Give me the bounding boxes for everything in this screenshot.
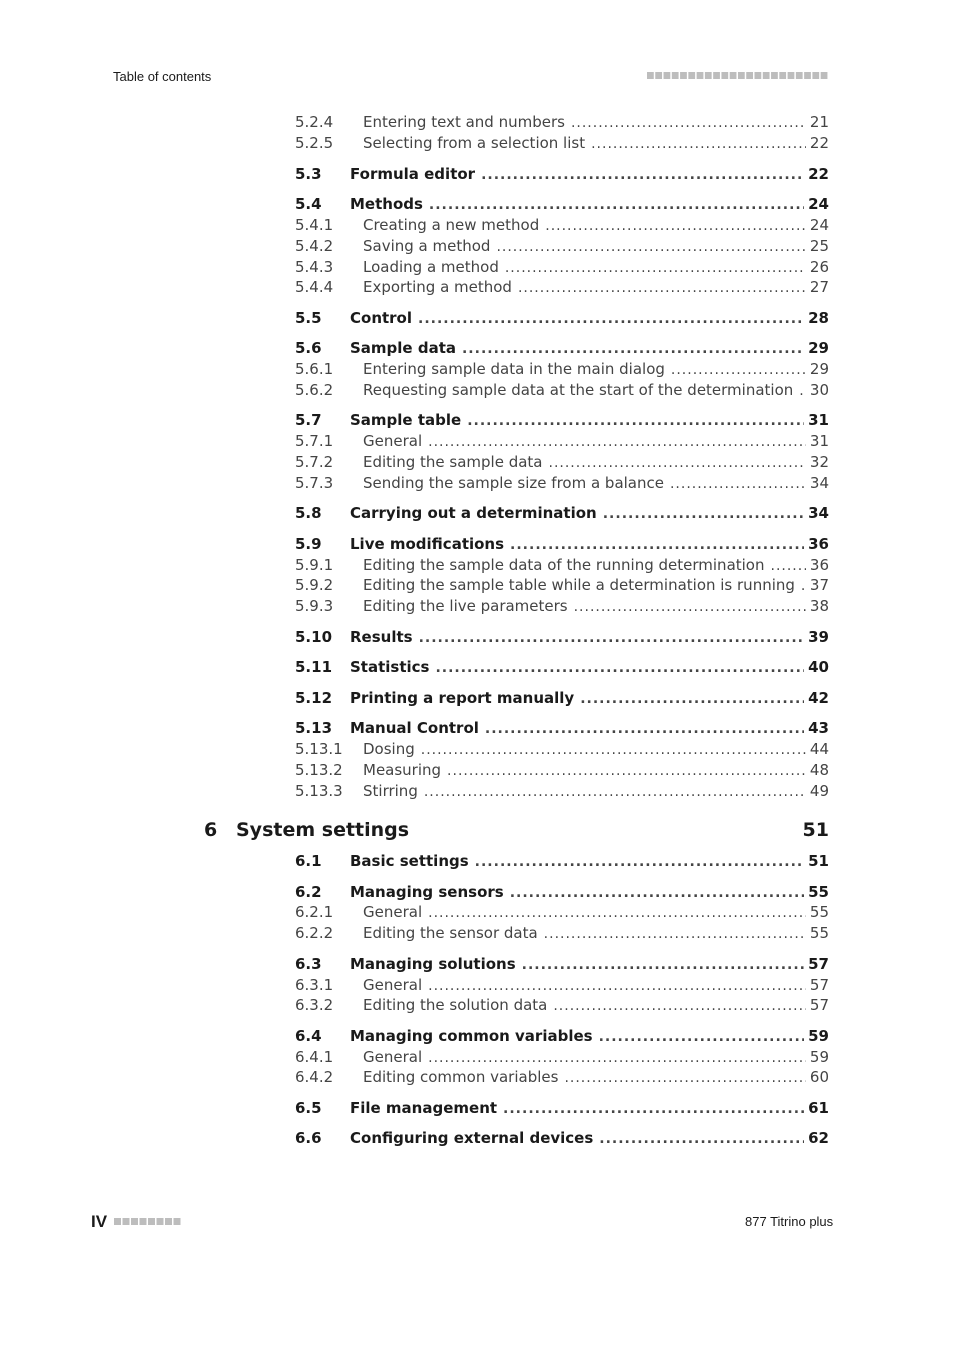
toc-leader-dots <box>428 432 806 453</box>
toc-section[interactable] <box>295 308 829 329</box>
toc-leader-dots <box>418 309 804 330</box>
toc-subsection[interactable] <box>295 555 829 576</box>
toc-leader-dots <box>424 782 806 803</box>
toc-leader-dots <box>580 689 804 710</box>
toc-title: Dosing <box>363 740 415 758</box>
toc-page: 22 <box>808 165 829 183</box>
toc-page: 31 <box>808 411 829 429</box>
toc-leader-dots <box>574 597 806 618</box>
toc-leader-dots <box>670 474 806 495</box>
toc-number: 6.4.2 <box>295 1068 334 1086</box>
toc-title: Live modifications <box>350 535 505 553</box>
toc-leader-dots <box>801 576 806 597</box>
toc-number: 5.7.2 <box>295 453 334 471</box>
toc-number: 5.13 <box>295 719 333 737</box>
toc-number: 6.2.2 <box>295 924 334 942</box>
toc-number: 5.13.3 <box>295 782 343 800</box>
toc-title: Methods <box>350 195 423 213</box>
toc-number: 5.2.5 <box>295 134 334 152</box>
toc-leader-dots <box>510 535 804 556</box>
toc-number: 5.5 <box>295 309 322 327</box>
toc-title: General <box>363 903 423 921</box>
toc-leader-dots <box>799 381 806 402</box>
toc-leader-dots <box>510 883 804 904</box>
toc-title: Carrying out a determination <box>350 504 597 522</box>
toc-title: Configuring external devices <box>350 1129 594 1147</box>
toc-subsection[interactable] <box>295 760 829 781</box>
toc-page: 60 <box>809 1068 829 1086</box>
toc-title: Control <box>350 309 413 327</box>
toc-leader-dots <box>505 258 806 279</box>
toc-title: Loading a method <box>363 258 499 276</box>
toc-leader-dots <box>544 924 806 945</box>
toc-leader-dots <box>428 903 806 924</box>
toc-page: 36 <box>808 535 829 553</box>
toc-subsection[interactable] <box>295 739 829 760</box>
footer-page-number: IV <box>91 1212 108 1231</box>
toc-title: Sample data <box>350 339 456 357</box>
toc-leader-dots <box>475 852 804 873</box>
toc-section[interactable] <box>295 1128 829 1149</box>
toc-number: 5.7.3 <box>295 474 334 492</box>
toc-leader-dots <box>428 1048 806 1069</box>
toc-subsection[interactable] <box>295 975 829 996</box>
toc-title: File management <box>350 1099 498 1117</box>
toc-title: Editing the live parameters <box>363 597 568 615</box>
footer-product-name: 877 Titrino plus <box>745 1214 834 1229</box>
toc-leader-dots <box>518 278 806 299</box>
toc-title: Editing the solution data <box>363 996 548 1014</box>
toc-section[interactable] <box>295 503 829 524</box>
toc-leader-dots <box>481 165 804 186</box>
toc-page: 51 <box>802 819 829 841</box>
toc-title: General <box>363 1048 423 1066</box>
header-decoration-dots <box>647 72 829 80</box>
toc-section[interactable] <box>295 164 829 185</box>
toc-number: 6.4 <box>295 1027 322 1045</box>
toc-page: 42 <box>808 689 829 707</box>
toc-leader-dots <box>435 658 804 679</box>
toc-number: 5.6.1 <box>295 360 334 378</box>
toc-subsection[interactable] <box>295 995 829 1016</box>
toc-leader-dots <box>503 1099 804 1120</box>
toc-page: 31 <box>809 432 829 450</box>
toc-number: 5.11 <box>295 658 333 676</box>
toc-number: 5.4.4 <box>295 278 334 296</box>
toc-section[interactable] <box>295 627 829 648</box>
toc-title: Sending the sample size from a balance <box>363 474 664 492</box>
toc-subsection[interactable] <box>295 431 829 452</box>
toc-leader-dots <box>571 113 806 134</box>
toc-section[interactable] <box>295 718 829 739</box>
toc-leader-dots <box>428 976 806 997</box>
toc-title: Editing the sample data of the running determination <box>363 556 765 574</box>
toc-subsection[interactable] <box>295 902 829 923</box>
toc-number: 5.9.1 <box>295 556 334 574</box>
toc-number: 6.3.2 <box>295 996 334 1014</box>
toc-leader-dots <box>496 237 805 258</box>
toc-number: 5.7.1 <box>295 432 334 450</box>
toc-subsection[interactable] <box>295 359 829 380</box>
toc-section[interactable] <box>295 688 829 709</box>
toc-title: Formula editor <box>350 165 476 183</box>
toc-page: 36 <box>809 556 829 574</box>
toc-page: 59 <box>809 1048 829 1066</box>
toc-page: 37 <box>809 576 829 594</box>
toc-page: 29 <box>808 339 829 357</box>
toc-page: 21 <box>809 113 829 131</box>
toc-title: Managing common variables <box>350 1027 593 1045</box>
toc-page: 24 <box>809 216 829 234</box>
toc-section[interactable] <box>295 194 829 215</box>
toc-page: 57 <box>808 955 829 973</box>
toc-subsection[interactable] <box>295 236 829 257</box>
toc-number: 5.9.2 <box>295 576 334 594</box>
toc-page: 55 <box>809 903 829 921</box>
toc-leader-dots <box>545 216 806 237</box>
toc-title: Creating a new method <box>363 216 540 234</box>
toc-subsection[interactable] <box>295 133 829 154</box>
toc-subsection[interactable] <box>295 575 829 596</box>
toc-subsection[interactable] <box>295 781 829 802</box>
toc-title: Exporting a method <box>363 278 512 296</box>
toc-page: 57 <box>809 976 829 994</box>
toc-section[interactable] <box>295 410 829 431</box>
toc-page: 57 <box>809 996 829 1014</box>
toc-page: 48 <box>809 761 829 779</box>
toc-leader-dots <box>419 628 805 649</box>
toc-section[interactable] <box>295 954 829 975</box>
toc-subsection[interactable] <box>295 215 829 236</box>
toc-leader-dots <box>462 339 804 360</box>
toc-title: Measuring <box>363 761 442 779</box>
toc-number: 5.9 <box>295 535 322 553</box>
toc-title: Sample table <box>350 411 462 429</box>
toc-subsection[interactable] <box>295 112 829 133</box>
toc-title: Editing the sample table while a determination is running <box>363 576 795 594</box>
toc-section[interactable] <box>295 882 829 903</box>
toc-title: Editing common variables <box>363 1068 559 1086</box>
toc-number: 5.4.3 <box>295 258 334 276</box>
toc-number: 5.4.1 <box>295 216 334 234</box>
toc-subsection[interactable] <box>295 1047 829 1068</box>
toc-section[interactable] <box>295 1026 829 1047</box>
toc-subsection[interactable] <box>295 596 829 617</box>
toc-title: Entering text and numbers <box>363 113 565 131</box>
toc-title: General <box>363 432 423 450</box>
toc-page: 59 <box>808 1027 829 1045</box>
toc-number: 5.13.2 <box>295 761 343 779</box>
toc-section[interactable] <box>295 851 829 872</box>
toc-number: 5.3 <box>295 165 322 183</box>
footer-decoration-dots <box>114 1218 182 1226</box>
toc-leader-dots <box>603 504 804 525</box>
toc-section[interactable] <box>295 338 829 359</box>
toc-number: 6.2.1 <box>295 903 334 921</box>
toc-page: 43 <box>808 719 829 737</box>
toc-number: 5.6 <box>295 339 322 357</box>
toc-page: 29 <box>809 360 829 378</box>
toc-page: 49 <box>809 782 829 800</box>
toc-number: 6.3 <box>295 955 322 973</box>
toc-page: 62 <box>808 1129 829 1147</box>
toc-page: 38 <box>809 597 829 615</box>
toc-number: 5.2.4 <box>295 113 334 131</box>
toc-title: Manual Control <box>350 719 479 737</box>
toc-title: System settings <box>236 819 410 841</box>
toc-page: 55 <box>808 883 829 901</box>
toc-page: 22 <box>809 134 829 152</box>
toc-section[interactable] <box>295 1098 829 1119</box>
toc-chapter[interactable] <box>204 819 829 845</box>
toc-subsection[interactable] <box>295 380 829 401</box>
toc-title: Managing sensors <box>350 883 504 901</box>
toc-leader-dots <box>429 195 804 216</box>
toc-title: Printing a report manually <box>350 689 575 707</box>
toc-leader-dots <box>467 411 804 432</box>
header-title: Table of contents <box>113 69 212 84</box>
toc-page: 51 <box>808 852 829 870</box>
toc-number: 5.10 <box>295 628 333 646</box>
toc-page: 40 <box>808 658 829 676</box>
toc-leader-dots <box>771 556 806 577</box>
toc-leader-dots <box>599 1129 804 1150</box>
toc-subsection[interactable] <box>295 257 829 278</box>
toc-page: 25 <box>809 237 829 255</box>
toc-number: 6.1 <box>295 852 322 870</box>
toc-leader-dots <box>553 996 806 1017</box>
toc-subsection[interactable] <box>295 1067 829 1088</box>
toc-page: 32 <box>809 453 829 471</box>
toc-title: Stirring <box>363 782 418 800</box>
toc-page: 55 <box>809 924 829 942</box>
toc-subsection[interactable] <box>295 277 829 298</box>
toc-subsection[interactable] <box>295 473 829 494</box>
toc-title: Basic settings <box>350 852 469 870</box>
toc-number: 6.3.1 <box>295 976 334 994</box>
toc-leader-dots <box>671 360 806 381</box>
toc-number: 5.4 <box>295 195 322 213</box>
toc-number: 5.7 <box>295 411 322 429</box>
toc-number: 5.4.2 <box>295 237 334 255</box>
toc-number: 5.9.3 <box>295 597 334 615</box>
toc-leader-dots <box>564 1068 805 1089</box>
toc-page: 34 <box>808 504 829 522</box>
toc-title: General <box>363 976 423 994</box>
toc-page: 44 <box>809 740 829 758</box>
toc-leader-dots <box>549 453 806 474</box>
toc-page: 34 <box>809 474 829 492</box>
toc-title: Entering sample data in the main dialog <box>363 360 665 378</box>
toc-leader-dots <box>591 134 806 155</box>
toc-page: 27 <box>809 278 829 296</box>
toc-page: 30 <box>809 381 829 399</box>
toc-leader-dots <box>599 1027 805 1048</box>
toc-leader-dots <box>421 740 806 761</box>
toc-leader-dots <box>485 719 804 740</box>
toc-title: Requesting sample data at the start of the determination <box>363 381 794 399</box>
toc-number: 5.13.1 <box>295 740 343 758</box>
toc-title: Editing the sensor data <box>363 924 538 942</box>
toc-number: 5.12 <box>295 689 333 707</box>
toc-section[interactable] <box>295 657 829 678</box>
toc-page: 39 <box>808 628 829 646</box>
toc-number: 6.5 <box>295 1099 322 1117</box>
toc-title: Managing solutions <box>350 955 516 973</box>
toc-title: Saving a method <box>363 237 491 255</box>
toc-title: Editing the sample data <box>363 453 543 471</box>
toc-number: 5.6.2 <box>295 381 334 399</box>
toc-title: Results <box>350 628 413 646</box>
toc-leader-dots <box>522 955 804 976</box>
toc-page: 61 <box>808 1099 829 1117</box>
toc-page: 24 <box>808 195 829 213</box>
toc-page: 28 <box>808 309 829 327</box>
toc-subsection[interactable] <box>295 923 829 944</box>
toc-number: 6.2 <box>295 883 322 901</box>
toc-number: 6.4.1 <box>295 1048 334 1066</box>
toc-subsection[interactable] <box>295 452 829 473</box>
toc-number: 5.8 <box>295 504 322 522</box>
toc-number: 6.6 <box>295 1129 322 1147</box>
toc-page: 26 <box>809 258 829 276</box>
toc-title: Selecting from a selection list <box>363 134 586 152</box>
toc-section[interactable] <box>295 534 829 555</box>
toc-title: Statistics <box>350 658 430 676</box>
toc-leader-dots <box>447 761 806 782</box>
toc-number: 6 <box>204 819 218 841</box>
